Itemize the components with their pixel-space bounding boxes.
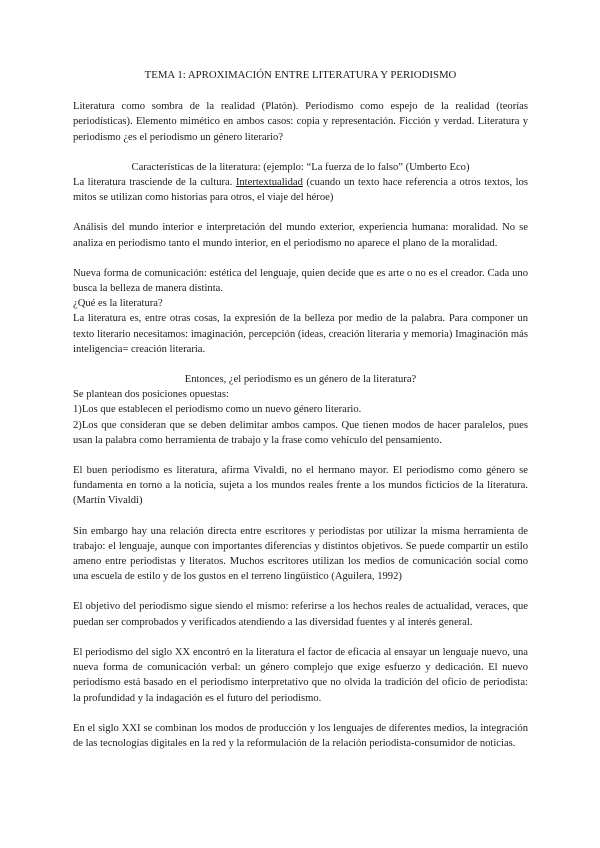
document-page	[73, 68, 528, 751]
text-run: (cuando un texto hace referencia a otros textos, los mitos se utilizan como historias para otros, el viaje del héroe)	[73, 177, 528, 204]
position-item-2: 2)Los que consideran que se deben delimitar ambos campos. Que tienen modos de hacer paralelos, pues usan la palabra como herramienta de trabajo y la frase como vehículo del pensamiento.	[73, 419, 528, 446]
section-heading-literature: Características de la literatura: (ejemplo: “La fuerza de lo falso” (Umberto Eco)	[131, 161, 470, 173]
position-item-1: 1)Los que establecen el periodismo como un nuevo género literario.	[73, 404, 362, 416]
paragraph-writers-journalists: Sin embargo hay una relación directa entre escritores y periodistas por utilizar la misma herramienta de trabajo: el lenguaje, aunque con importantes diferencias y distintos objetivos. Se puede compartir un estilo ameno entre periodistas y literatos. Muchos escritores utilizan los medios de comunicación social como una escuela de estilo y de los gustos en el terreno lingüístico (Aguilera, 1992)	[73, 525, 528, 583]
document-title: TEMA 1: APROXIMACIÓN ENTRE LITERATURA Y PERIODISMO	[144, 69, 457, 81]
paragraph-aesthetics: Nueva forma de comunicación: estética del lenguaje, quien decide que es arte o no es el creador. Cada uno busca la belleza de manera distinta.	[73, 267, 528, 295]
paragraph-intertextuality	[73, 175, 528, 205]
paragraph-literature-definition: La literatura es, entre otras cosas, la expresión de la belleza por medio de la palabra. Para componer un texto literario necesitamos: imaginación, percepción (ideas, creación literaria y memoria) Imaginación más inteligencia= creación literaria.	[73, 313, 528, 355]
paragraph-vivaldi: El buen periodismo es literatura, afirma Vivaldi, no el hermano mayor. El periodismo como género se fundamenta en torno a la noticia, sujeta a los mundos reales frente a los mundos ficticios de la literatura. (Martín Vivaldi)	[73, 465, 528, 507]
section-heading-journalism-genre: Entonces, ¿el periodismo es un género de la literatura?	[184, 374, 417, 386]
paragraph-20th-century: El periodismo del siglo XX encontró en la literatura el factor de eficacia al ensayar un lenguaje nuevo, una nueva forma de comunicación verbal: un género complejo que exige esfuerzo y dedicación. El nuevo periodismo está basado en el periodismo interpretativo que no olvida la tradición del oficio de periodista: la profundidad y la indagación es el futuro del periodismo.	[73, 646, 528, 704]
question-what-is-literature: ¿Qué es la literatura?	[73, 298, 163, 310]
positions-intro: Se plantean dos posiciones opuestas:	[73, 389, 229, 401]
paragraph-inner-world: Análisis del mundo interior e interpretación del mundo exterior, experiencia humana: moralidad. No se analiza en periodismo tanto el mundo interior, en el periodismo no aparece el plano de la moralidad.	[73, 222, 528, 249]
intertextuality-term: Intertextualidad	[235, 177, 303, 189]
text-run: La literatura trasciende de la cultura.	[73, 177, 236, 189]
paragraph-21st-century: En el siglo XXI se combinan los modos de producción y los lenguajes de diferentes medios, la integración de las tecnologías digitales en la red y la reformulación de la relación periodista-consumidor de noticias.	[73, 722, 528, 749]
intro-paragraph: Literatura como sombra de la realidad (Platón). Periodismo como espejo de la realidad (teorías periodísticas). Elemento mimético en ambos casos: copia y representación. Ficción y verdad. Literatura y periodismo ¿es el periodismo un género literario?	[73, 101, 528, 143]
paragraph-objective: El objetivo del periodismo sigue siendo el mismo: referirse a los hechos reales de actualidad, veraces, que puedan ser comprobados y verificados atendiendo a las diversidad fuentes y al interés general.	[73, 601, 528, 628]
